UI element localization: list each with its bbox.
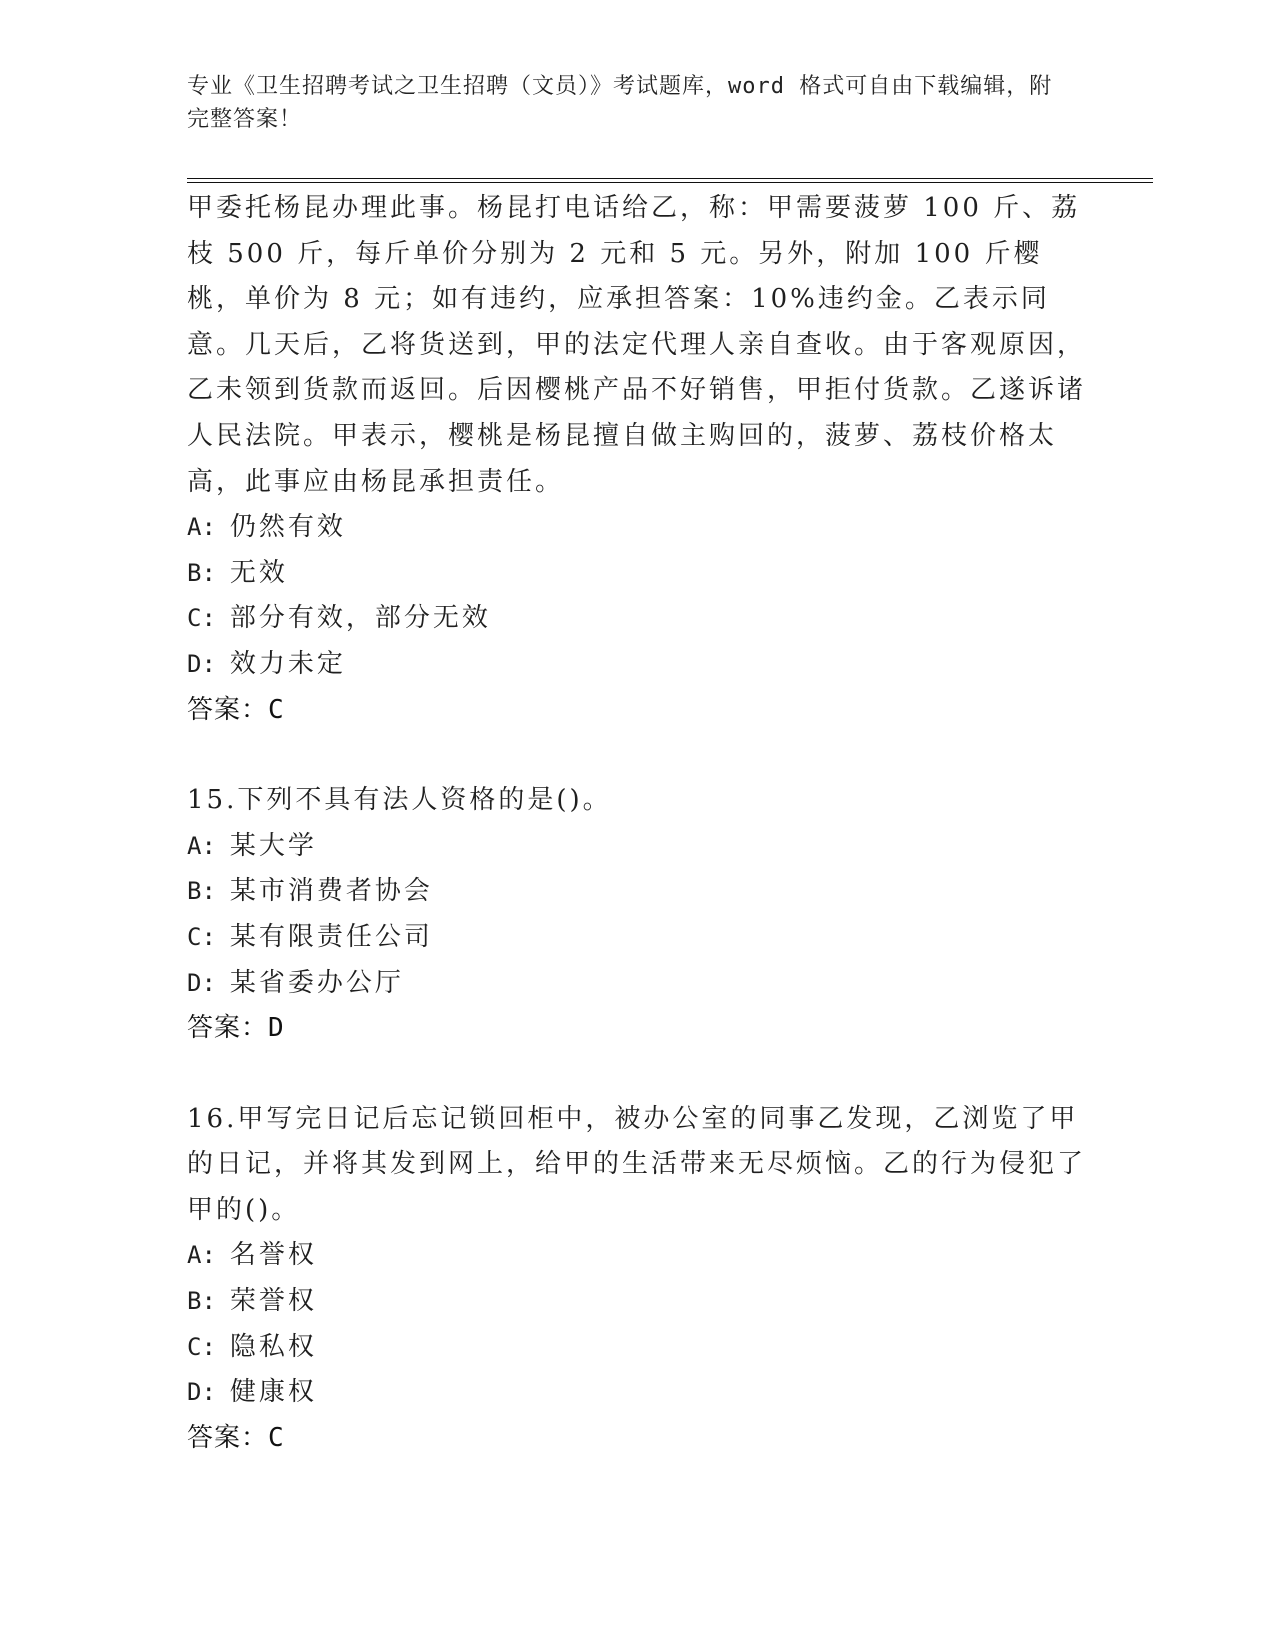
option-d xyxy=(187,961,1087,1007)
option-d xyxy=(187,1370,1087,1416)
option-label: D: xyxy=(187,968,216,997)
header-divider-top xyxy=(187,178,1153,179)
question-14 xyxy=(187,186,1087,733)
option-text: 无效 xyxy=(229,557,288,588)
option-text: 仍然有效 xyxy=(229,512,346,543)
answer-value: C xyxy=(268,694,285,725)
option-text: 某省委办公厅 xyxy=(229,967,404,998)
answer-label: 答案： xyxy=(187,1422,269,1453)
option-label: C: xyxy=(187,1332,216,1361)
header-divider-bottom xyxy=(187,182,1153,183)
question-content xyxy=(187,186,1087,1461)
option-b xyxy=(187,551,1087,597)
option-text: 某有限责任公司 xyxy=(229,921,433,952)
option-text: 荣誉权 xyxy=(229,1286,317,1317)
option-text: 某大学 xyxy=(229,830,317,861)
option-label: A: xyxy=(187,831,216,860)
option-c xyxy=(187,915,1087,961)
option-label: B: xyxy=(187,558,216,587)
spacer xyxy=(187,733,1087,778)
option-text: 部分有效，部分无效 xyxy=(229,603,491,634)
option-label: C: xyxy=(187,922,216,951)
option-text: 名誉权 xyxy=(229,1240,317,1271)
answer-label: 答案： xyxy=(187,694,269,725)
spacer xyxy=(187,1052,1087,1097)
option-label: D: xyxy=(187,649,216,678)
option-a xyxy=(187,1233,1087,1279)
option-label: A: xyxy=(187,513,216,542)
option-b xyxy=(187,1279,1087,1325)
answer-value: D xyxy=(268,1013,285,1044)
answer-line xyxy=(187,1416,1087,1462)
option-label: B: xyxy=(187,877,216,906)
option-text: 效力未定 xyxy=(229,648,346,679)
answer-line xyxy=(187,1006,1087,1052)
option-label: D: xyxy=(187,1378,216,1407)
question-15 xyxy=(187,778,1087,1052)
option-label: A: xyxy=(187,1241,216,1270)
option-d xyxy=(187,642,1087,688)
option-label: B: xyxy=(187,1287,216,1316)
option-text: 健康权 xyxy=(229,1377,317,1408)
option-text: 某市消费者协会 xyxy=(229,876,433,907)
document-header: 专业《卫生招聘考试之卫生招聘（文员）》考试题库，word 格式可自由下载编辑，附完整答案！ xyxy=(187,74,1053,132)
option-text: 隐私权 xyxy=(229,1331,317,1362)
question-16 xyxy=(187,1097,1087,1462)
answer-label: 答案： xyxy=(187,1013,269,1044)
option-label: C: xyxy=(187,604,216,633)
option-b xyxy=(187,869,1087,915)
option-c xyxy=(187,596,1087,642)
answer-line xyxy=(187,688,1087,734)
question-stem: 甲委托杨昆办理此事。杨昆打电话给乙，称：甲需要菠萝 100 斤、荔枝 500 斤，每斤单价分别为 2 元和 5 元。另外，附加 100 斤樱桃，单价为 8 元；如有违约，应承担答案：10%违约金。乙表示同意。几天后，乙将货送到，甲的法定代理人亲自查收。由于客观原因，乙未领到货款而返回。后因樱桃产品不好销售，甲拒付货款。乙遂诉诸人民法院。甲表示，樱桃是杨昆擅自做主购回的，菠萝、荔枝价格太高，此事应由杨昆承担责任。 xyxy=(187,193,1087,497)
option-a xyxy=(187,824,1087,870)
question-stem: 15.下列不具有法人资格的是()。 xyxy=(187,785,612,816)
option-c xyxy=(187,1325,1087,1371)
answer-value: C xyxy=(268,1422,285,1453)
question-stem: 16.甲写完日记后忘记锁回柜中，被办公室的同事乙发现，乙浏览了甲的日记，并将其发到网上，给甲的生活带来无尽烦恼。乙的行为侵犯了甲的()。 xyxy=(187,1103,1087,1225)
option-a xyxy=(187,505,1087,551)
